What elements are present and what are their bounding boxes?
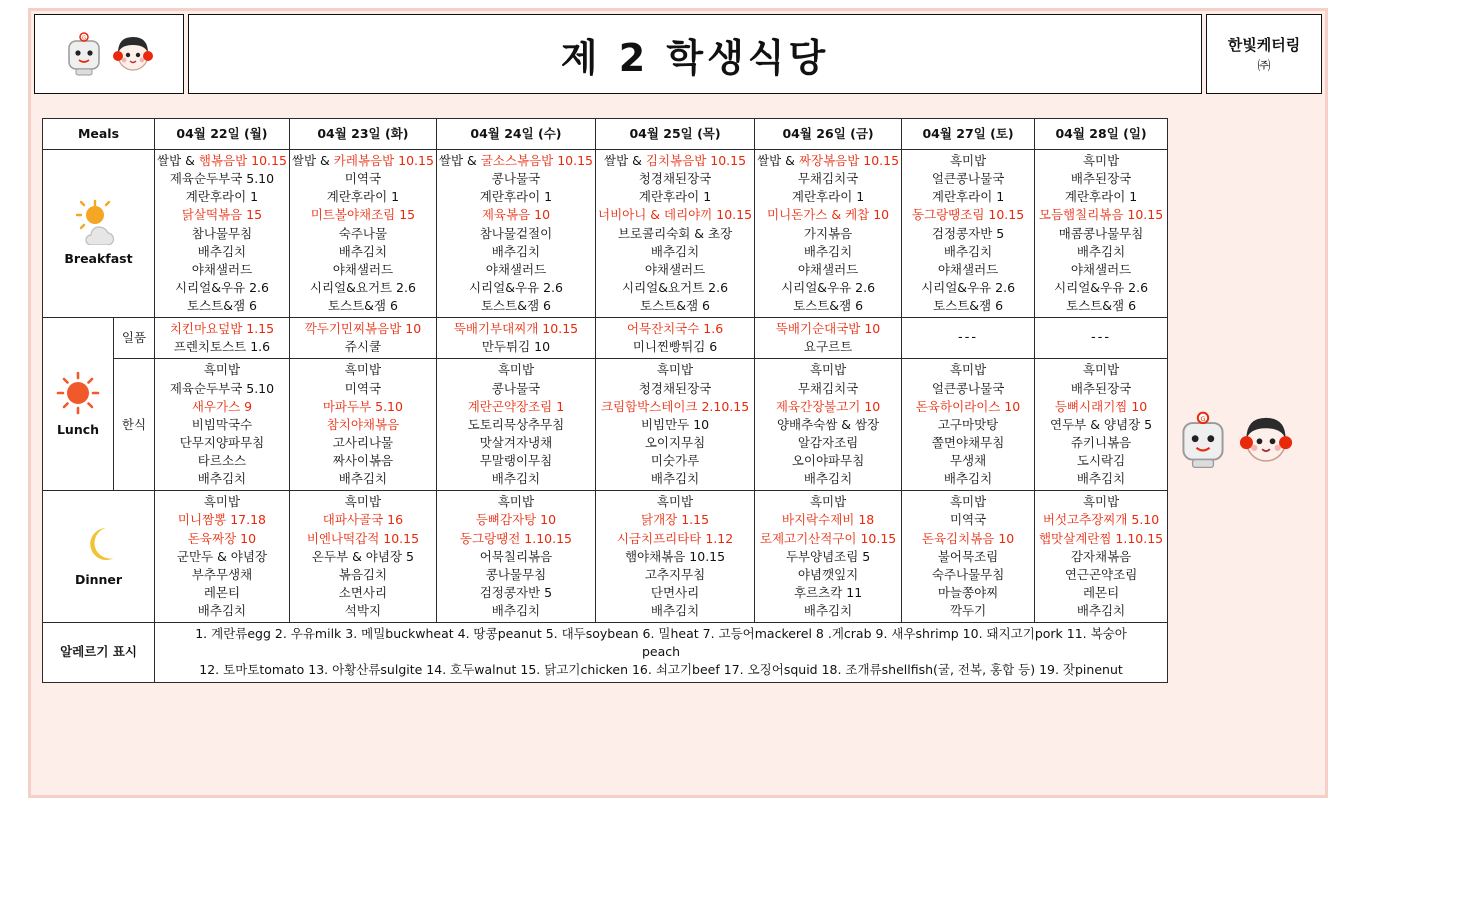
svg-text:G: G [82, 35, 86, 42]
breakfast-cell-6: 흑미밥 배추된장국 계란후라이 1 모듬햄칠리볶음 10.15 매콤콩나물무침 배추김치 야채샐러드 시리얼&우유 2.6 토스트&잼 6 [1035, 150, 1168, 318]
table-row-allergy [43, 623, 1168, 682]
lunch-hansik-cell-2: 흑미밥 콩나물국 계란곤약장조림 1 도토리묵상추무침 맛살겨자냉채 무말랭이무침 배추김치 [436, 359, 595, 491]
table-row-lunch-hansik [43, 359, 1168, 491]
lunch-hansik-cell-4: 흑미밥 무채김치국 제육간장불고기 10 양배추숙쌈 & 쌈장 알감자조림 오이야파무침 배추김치 [755, 359, 902, 491]
mascot-robot-side-icon [1175, 410, 1231, 470]
lunch-ilpum-cell-4: 뚝배기순대국밥 10 요구르트 [755, 318, 902, 359]
day-header-4: 04월 26일 (금) [755, 119, 902, 150]
allergy-line-2: 12. 토마토tomato 13. 아황산류sulgite 14. 호두walnut 15. 닭고기chicken 16. 쇠고기beef 17. 오징어squid 18. 조개류shellfish(굴, 전복, 홍합 등) 19. 잣pinenut [199, 662, 1123, 678]
dinner-label: Dinner [74, 572, 123, 588]
lunch-ilpum-label: 일품 [114, 318, 155, 359]
breakfast-label: Breakfast [64, 251, 133, 267]
mascot-girl-icon [111, 31, 155, 77]
table-row-breakfast [43, 150, 1168, 318]
day-header-1: 04월 23일 (화) [289, 119, 436, 150]
dinner-cell-3: 흑미밥 닭개장 1.15 시금치프리타타 1.12 햄야채볶음 10.15 고추지무침 단면사리 배추김치 [596, 491, 755, 623]
dinner-cell-6: 흑미밥 버섯고추장찌개 5.10 햅맛살계란찜 1.10.15 감자채볶음 연근곤약조림 레몬티 배추김치 [1035, 491, 1168, 623]
lunch-ilpum-cell-1: 깍두기민찌볶음밥 10 쥬시쿨 [289, 318, 436, 359]
meals-header: Meals [43, 119, 155, 150]
lunch-ilpum-cell-5: --- [902, 318, 1035, 359]
lunch-ilpum-cell-6: --- [1035, 318, 1168, 359]
dinner-cell-2: 흑미밥 등뼈감자탕 10 동그랑땡전 1.10.15 어묵칠리볶음 콩나물무침 검정콩자반 5 배추김치 [436, 491, 595, 623]
allergy-line-1: peach [641, 644, 681, 660]
day-header-2: 04월 24일 (수) [436, 119, 595, 150]
lunch-hansik-cell-3: 흑미밥 청경채된장국 크림함박스테이크 2.10.15 비빔만두 10 오이지무침 미숫가루 배추김치 [596, 359, 755, 491]
menu-table [42, 118, 1168, 683]
day-header-6: 04월 28일 (일) [1035, 119, 1168, 150]
lunch-hansik-cell-0: 흑미밥 제육순두부국 5.10 새우가스 9 비빔막국수 단무지양파무침 타르소스 배추김치 [155, 359, 290, 491]
svg-text:G: G [1200, 415, 1206, 424]
lunch-ilpum-cell-3: 어묵잔치국수 1.6 미니찐빵튀김 6 [596, 318, 755, 359]
lunch-ilpum-cell-2: 뚝배기부대찌개 10.15 만두튀김 10 [436, 318, 595, 359]
table-row-dinner [43, 491, 1168, 623]
title-box [188, 14, 1202, 94]
brand-name: 한빛케터링 [1227, 36, 1301, 54]
dinner-label-cell [43, 491, 155, 623]
dinner-cell-1: 흑미밥 대파사골국 16 비엔나떡갑적 10.15 온두부 & 야념장 5 볶음김치 소면사리 석박지 [289, 491, 436, 623]
day-header-3: 04월 25일 (목) [596, 119, 755, 150]
allergy-legend [155, 623, 1168, 682]
moon-icon [45, 524, 152, 571]
sun-cloud-icon [45, 199, 152, 250]
breakfast-cell-2: 쌀밥 & 굴소스볶음밥 10.15 콩나물국 계란후라이 1 제육볶음 10 참나물겉절이 배추김치 야채샐러드 시리얼&우유 2.6 토스트&잼 6 [436, 150, 595, 318]
lunch-ilpum-cell-0: 치킨마요덮밥 1.15 프렌치토스트 1.6 [155, 318, 290, 359]
breakfast-cell-3: 쌀밥 & 김치볶음밥 10.15 청경채된장국 계란후라이 1 너비아니 & 데리야끼 10.15 브로콜리숙회 & 초장 배추김치 야채샐러드 시리얼&요거트 2.6 토스트&잼 6 [596, 150, 755, 318]
table-header-row [43, 119, 1168, 150]
sun-icon [45, 370, 111, 421]
lunch-label: Lunch [56, 421, 100, 437]
brand-box [1206, 14, 1322, 94]
header-bar [28, 8, 1328, 100]
logo-box [34, 14, 184, 94]
table-row-lunch-ilpum [43, 318, 1168, 359]
lunch-hansik-cell-5: 흑미밥 얼큰콩나물국 돈육하이라이스 10 고구마맛탕 쫄면야채무침 무생채 배추김치 [902, 359, 1035, 491]
dinner-cell-5: 흑미밥 미역국 돈육김치볶음 10 불어묵조림 숙주나물무침 마늘쫑야찌 깍두기 [902, 491, 1035, 623]
page-title: 제 2 학생식당 [560, 35, 830, 80]
breakfast-cell-5: 흑미밥 얼큰콩나물국 계란후라이 1 동그랑땡조림 10.15 검정콩자반 5 배추김치 야채샐러드 시리얼&우유 2.6 토스트&잼 6 [902, 150, 1035, 318]
breakfast-cell-4: 쌀밥 & 짜장볶음밥 10.15 무채김치국 계란후라이 1 미니돈가스 & 케찹 10 가지볶음 배추김치 야채샐러드 시리얼&우유 2.6 토스트&잼 6 [755, 150, 902, 318]
allergy-label: 알레르기 표시 [43, 623, 155, 682]
breakfast-cell-0: 쌀밥 & 햄볶음밥 10.15 제육순두부국 5.10 계란후라이 1 닭살떡볶음 15 참나물무침 배추김치 야채샐러드 시리얼&우유 2.6 토스트&잼 6 [155, 150, 290, 318]
day-header-5: 04월 27일 (토) [902, 119, 1035, 150]
day-header-0: 04월 22일 (월) [155, 119, 290, 150]
lunch-hansik-cell-6: 흑미밥 배추된장국 등뼈시래기찜 10 연두부 & 양념장 5 쥬키니볶음 도시락김 배추김치 [1035, 359, 1168, 491]
breakfast-label-cell [43, 150, 155, 318]
lunch-hansik-label: 한식 [114, 359, 155, 491]
allergy-line-0: 1. 계란류egg 2. 우유milk 3. 메밀buckwheat 4. 땅콩peanut 5. 대두soybean 6. 밀heat 7. 고등어mackerel 8 .게crab 9. 새우shrimp 10. 돼지고기pork 11. 복숭아 [195, 626, 1127, 642]
breakfast-cell-1: 쌀밥 & 카레볶음밥 10.15 미역국 계란후라이 1 미트볼야채조림 15 숙주나물 배추김치 야채샐러드 시리얼&요거트 2.6 토스트&잼 6 [289, 150, 436, 318]
side-mascots [1175, 405, 1315, 475]
dinner-cell-0: 흑미밥 미니짬뽕 17.18 돈육짜장 10 군만두 & 야념장 부추무생채 레몬티 배추김치 [155, 491, 290, 623]
mascot-robot-icon [63, 31, 105, 77]
brand-suffix: ㈜ [1257, 59, 1271, 74]
dinner-cell-4: 흑미밥 바지락수제비 18 로제고기산적구이 10.15 두부양념조림 5 야념깻잎지 후르츠칵 11 배추김치 [755, 491, 902, 623]
lunch-hansik-cell-1: 흑미밥 미역국 마파두부 5.10 참치야채볶음 고사리나물 짜사이볶음 배추김치 [289, 359, 436, 491]
mascot-girl-side-icon [1237, 410, 1295, 470]
lunch-label-cell [43, 318, 114, 491]
